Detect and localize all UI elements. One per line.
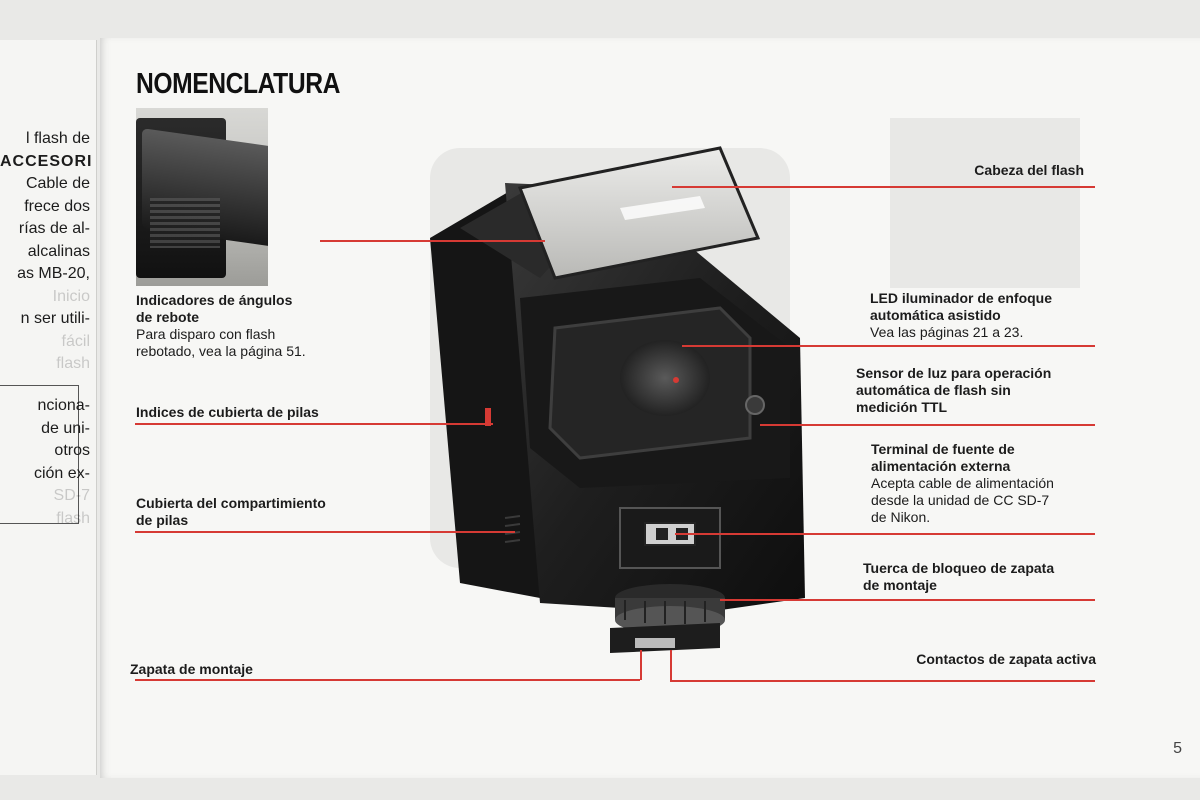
leader-line-sensor bbox=[760, 424, 1095, 426]
label-title: de rebote bbox=[136, 309, 200, 325]
leader-line-battery-cover bbox=[135, 531, 515, 533]
leader-line-battery-index bbox=[135, 423, 493, 425]
label-title: de pilas bbox=[136, 512, 189, 528]
label-title: LED iluminador de enfoque bbox=[870, 290, 1053, 306]
left-line: de uni- bbox=[41, 419, 90, 437]
label-desc: Acepta cable de alimentación bbox=[871, 475, 1054, 491]
label-title: Zapata de montaje bbox=[130, 661, 253, 677]
left-line: flash bbox=[56, 509, 90, 527]
label-flash-head bbox=[974, 162, 1084, 179]
leader-line-mount-foot bbox=[135, 679, 640, 681]
label-title: Terminal de fuente de bbox=[871, 441, 1015, 457]
label-af-led bbox=[870, 290, 1052, 341]
leader-line-bounce bbox=[320, 240, 545, 242]
manual-page bbox=[100, 38, 1200, 778]
leader-line-flash-head bbox=[672, 186, 1095, 188]
label-battery-cover bbox=[136, 495, 326, 529]
bounce-indicator-photo bbox=[136, 108, 268, 286]
label-light-sensor bbox=[856, 365, 1051, 416]
label-title: de montaje bbox=[863, 577, 937, 593]
label-title: Sensor de luz para operación bbox=[856, 365, 1052, 381]
leader-line-terminal bbox=[675, 533, 1095, 535]
leader-line-hot-shoe-vertical bbox=[670, 650, 672, 681]
left-line: ción ex- bbox=[33, 464, 90, 482]
label-title: alimentación externa bbox=[871, 458, 1011, 474]
left-line: SD-7 bbox=[53, 487, 90, 504]
leader-line-mount-foot-vertical bbox=[640, 650, 642, 680]
page-number: 5 bbox=[1173, 740, 1182, 757]
left-page bbox=[0, 40, 97, 775]
label-lock-nut bbox=[863, 560, 1054, 594]
left-line: ACCESORI bbox=[0, 152, 93, 170]
label-title: medición TTL bbox=[856, 399, 947, 415]
left-line: frece dos bbox=[24, 197, 90, 215]
label-desc: Vea las páginas 21 a 23. bbox=[870, 324, 1024, 340]
label-desc: desde la unidad de CC SD-7 bbox=[871, 492, 1050, 508]
label-bounce-indicators bbox=[136, 292, 306, 360]
leader-line-hot-shoe bbox=[670, 680, 1095, 682]
left-line: alcalinas bbox=[27, 242, 90, 260]
label-desc: de Nikon. bbox=[871, 509, 931, 525]
label-title: Cubierta del compartimiento bbox=[136, 495, 326, 511]
left-line: rías de al- bbox=[18, 220, 90, 237]
left-line: nciona- bbox=[37, 397, 90, 414]
label-desc: rebotado, vea la página 51. bbox=[136, 343, 306, 359]
left-line: flash bbox=[56, 355, 90, 372]
label-desc: Para disparo con flash bbox=[136, 326, 276, 342]
label-battery-index bbox=[136, 404, 319, 421]
left-line: n ser utili- bbox=[20, 310, 90, 327]
leader-line-lock-nut bbox=[720, 599, 1095, 601]
label-hot-shoe bbox=[916, 651, 1096, 668]
left-page-text-top bbox=[0, 128, 93, 376]
label-title: Indices de cubierta de pilas bbox=[136, 404, 319, 420]
leader-line-af-led bbox=[682, 345, 1095, 347]
label-title: Tuerca de bloqueo de zapata bbox=[863, 560, 1055, 576]
left-line: Cable de bbox=[25, 175, 90, 192]
left-page-text-box bbox=[0, 395, 90, 530]
label-title: Indicadores de ángulos bbox=[136, 292, 293, 308]
label-title: Cabeza del flash bbox=[974, 162, 1084, 178]
label-title: Contactos de zapata activa bbox=[916, 651, 1096, 667]
left-line: l flash de bbox=[25, 130, 90, 147]
left-line: fácil bbox=[61, 332, 90, 350]
page-title: NOMENCLATURA bbox=[136, 68, 340, 100]
label-title: automática de flash sin bbox=[856, 382, 1011, 398]
label-title: automática asistido bbox=[870, 307, 1001, 323]
left-line: as MB-20, bbox=[17, 265, 90, 282]
label-mount-foot bbox=[130, 661, 253, 678]
left-line: Inicio bbox=[52, 287, 90, 305]
label-power-terminal bbox=[871, 441, 1054, 526]
left-line: otros bbox=[54, 442, 90, 459]
